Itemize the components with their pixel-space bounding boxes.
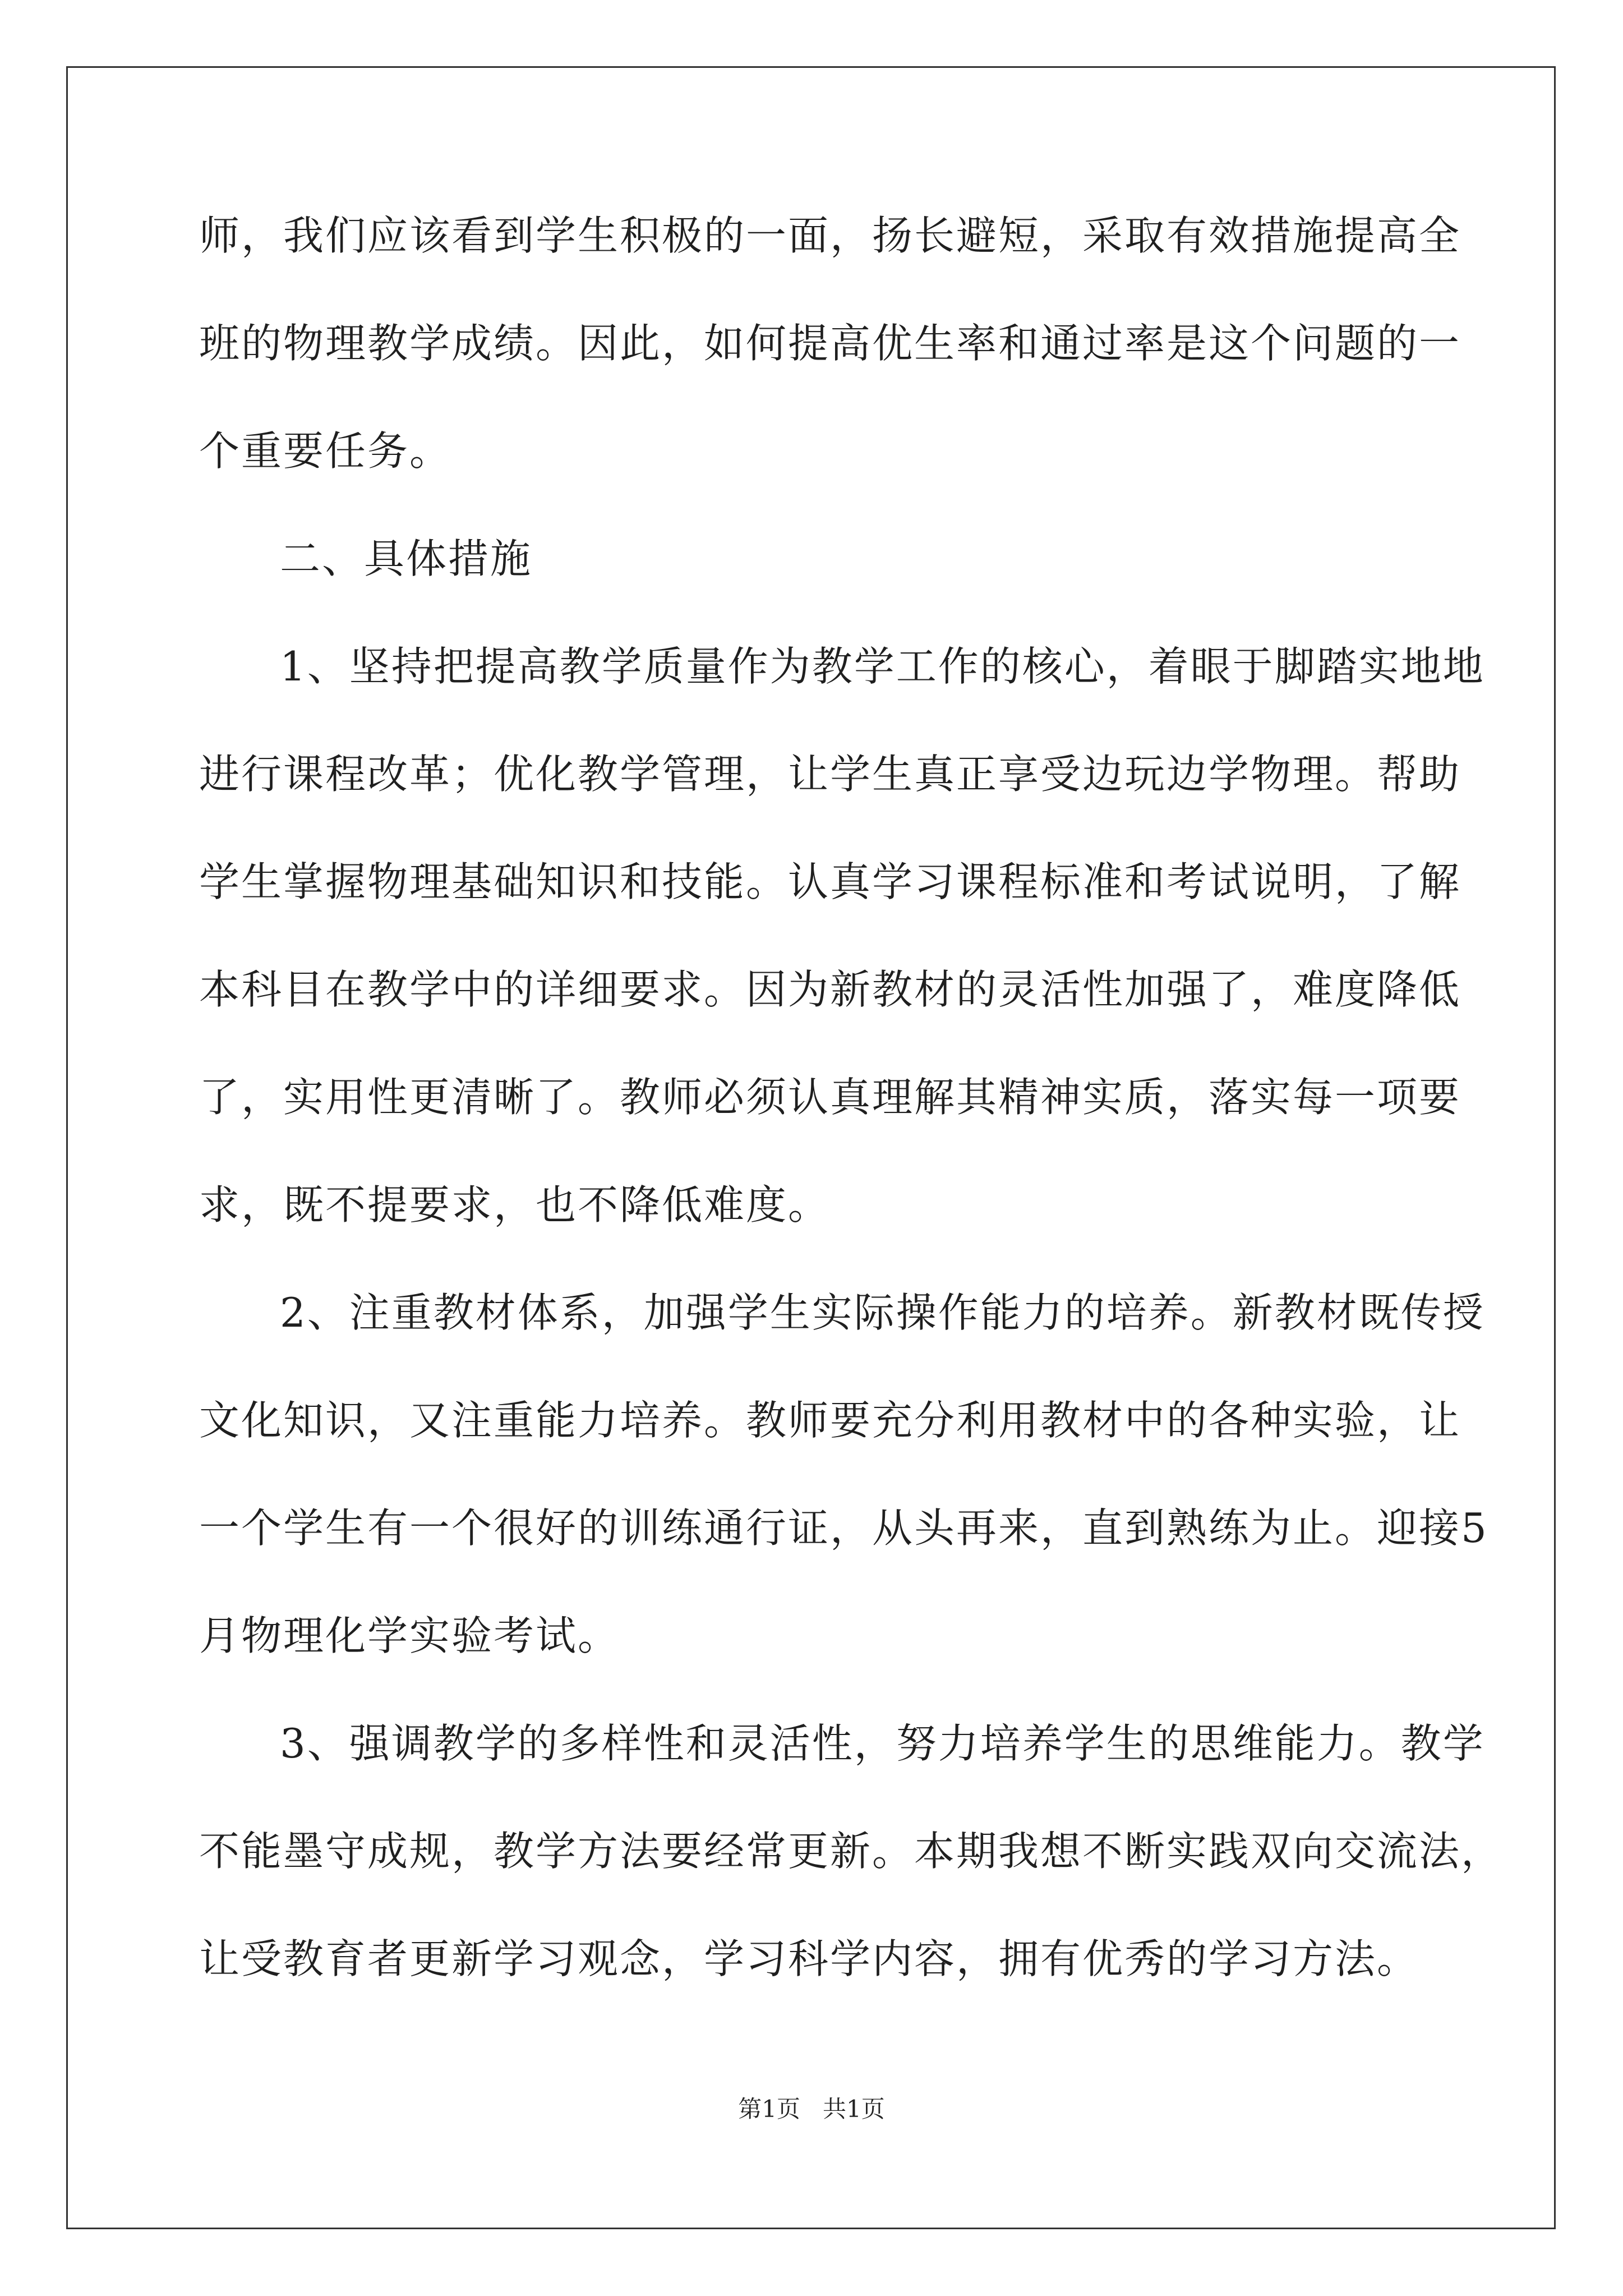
text-line-17: 让受教育者更新学习观念，学习科学内容，拥有优秀的学习方法。 bbox=[199, 1935, 1419, 1982]
text-line-10: 求，既不提要求，也不降低难度。 bbox=[199, 1181, 831, 1228]
text-line-7: 学生掌握物理基础知识和技能。认真学习课程标准和考试说明，了解 bbox=[199, 858, 1461, 905]
page-number: 第1页 共1页 bbox=[738, 2095, 885, 2123]
text-line-9: 了，实用性更清晰了。教师必须认真理解其精神实质，落实每一项要 bbox=[199, 1074, 1461, 1121]
text-line-16: 不能墨守成规，教学方法要经常更新。本期我想不断实践双向交流法， bbox=[199, 1828, 1504, 1875]
text-line-2: 班的物理教学成绩。因此，如何提高优生率和通过率是这个问题的一 bbox=[199, 320, 1461, 367]
text-line-15: 3、强调教学的多样性和灵活性，努力培养学生的思维能力。教学 bbox=[280, 1720, 1485, 1767]
text-line-11: 2、注重教材体系，加强学生实际操作能力的培养。新教材既传授 bbox=[280, 1289, 1485, 1336]
text-line-12: 文化知识，又注重能力培养。教师要充分利用教材中的各种实验，让 bbox=[199, 1397, 1461, 1444]
text-line-6: 进行课程改革；优化教学管理，让学生真正享受边玩边学物理。帮助 bbox=[199, 751, 1461, 798]
page-border bbox=[66, 66, 1556, 2229]
text-line-13: 一个学生有一个很好的训练通行证，从头再来，直到熟练为止。迎接5 bbox=[199, 1504, 1488, 1552]
text-line-14: 月物理化学实验考试。 bbox=[199, 1612, 620, 1659]
text-line-1: 师，我们应该看到学生积极的一面，扬长避短，采取有效措施提高全 bbox=[199, 212, 1461, 259]
text-line-8: 本科目在教学中的详细要求。因为新教材的灵活性加强了，难度降低 bbox=[199, 966, 1461, 1013]
section-heading: 二、具体措施 bbox=[280, 535, 533, 582]
text-line-5: 1、坚持把提高教学质量作为教学工作的核心，着眼于脚踏实地地 bbox=[280, 643, 1485, 690]
text-line-3: 个重要任务。 bbox=[199, 427, 452, 475]
